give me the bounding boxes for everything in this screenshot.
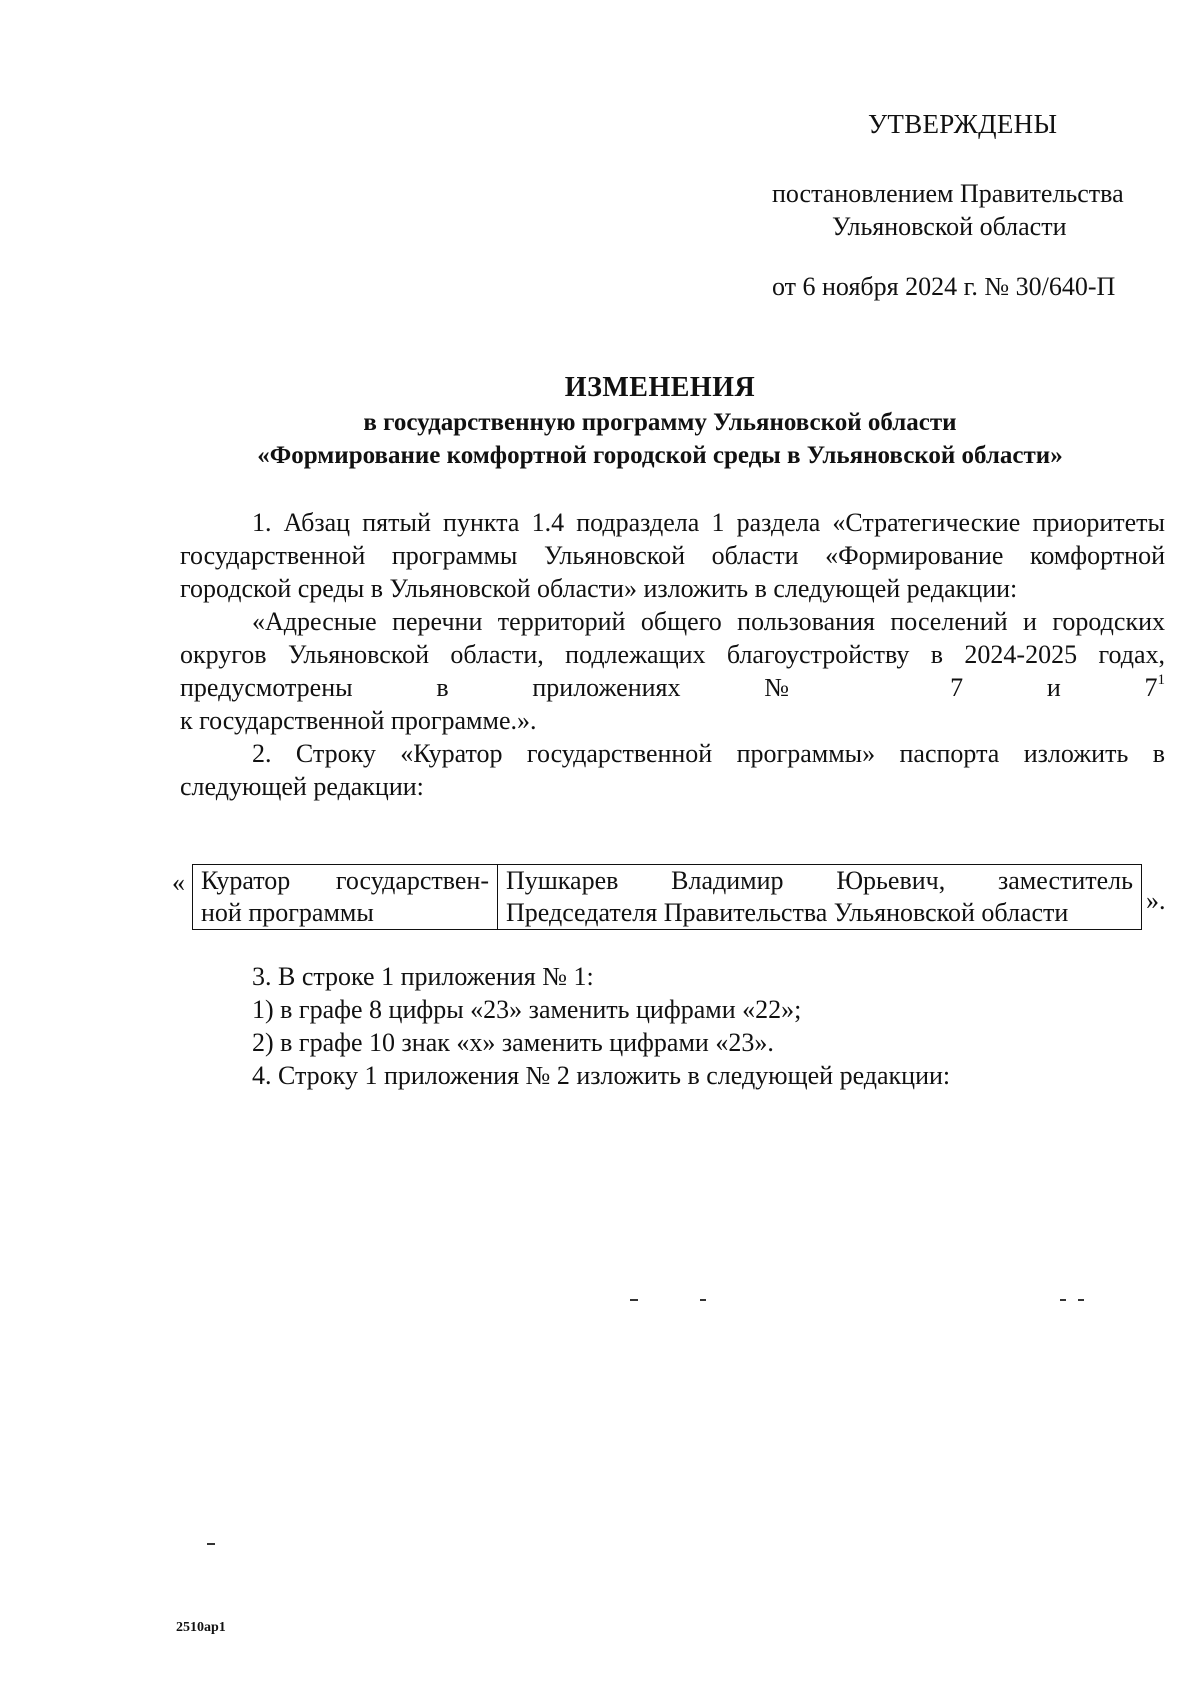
footer-code: 2510ap1 bbox=[176, 1620, 226, 1635]
item-4: 4. Строку 1 приложения № 2 изложить в следующей редакции: bbox=[252, 1061, 951, 1090]
scan-speck bbox=[207, 1543, 215, 1545]
title-line-3: «Формирование комфортной городской среды в Ульяновской области» bbox=[257, 442, 1063, 469]
item-1-quote-text: «Адресные перечни территорий общего пользования поселений и городских округов Ульяновской области, подлежащих благоустройству в 2024-2025 годах, предусмотрены в приложениях № 7 и 7 bbox=[180, 607, 1165, 702]
document-body bbox=[180, 506, 1165, 803]
curator-table bbox=[192, 864, 1142, 930]
scan-speck bbox=[630, 1299, 638, 1301]
table-open-quote: « bbox=[172, 868, 185, 897]
curator-label-cell: Куратор государствен-ной программы bbox=[193, 865, 498, 930]
item-3: 3. В строке 1 приложения № 1: bbox=[252, 962, 594, 991]
changes-list bbox=[252, 960, 1152, 1092]
decree-line-1: постановлением Правительства bbox=[772, 179, 1124, 208]
curator-value-cell: Пушкарев Владимир Юрьевич, заместитель Председателя Правительства Ульяновской области bbox=[498, 865, 1142, 930]
item-2: 2. Строку «Куратор государственной программы» паспорта изложить в следующей редакции: bbox=[180, 739, 1165, 801]
item-1-quote-end: к государственной программе.». bbox=[180, 706, 537, 735]
item-1: 1. Абзац пятый пункта 1.4 подраздела 1 раздела «Стратегические приоритеты государственной программы Ульяновской области «Формирование комфортной городской среды в Ульяновской области» изложить в следующей редакции: bbox=[180, 508, 1165, 603]
approved-heading: УТВЕРЖДЕНЫ bbox=[868, 109, 1058, 139]
title-line-2: в государственную программу Ульяновской области bbox=[363, 409, 957, 436]
table-row bbox=[193, 865, 1142, 930]
title-main: ИЗМЕНЕНИЯ bbox=[564, 372, 756, 403]
item-3-1: 1) в графе 8 цифры «23» заменить цифрами «22»; bbox=[252, 995, 802, 1024]
decree-line-2: Ульяновской области bbox=[832, 212, 1067, 241]
scan-speck bbox=[700, 1299, 706, 1301]
decree-date: от 6 ноября 2024 г. № 30/640-П bbox=[772, 272, 1116, 301]
document-title bbox=[180, 370, 1140, 472]
item-3-2: 2) в графе 10 знак «х» заменить цифрами «23». bbox=[252, 1028, 774, 1057]
scan-speck bbox=[1078, 1299, 1084, 1301]
scan-speck bbox=[1060, 1299, 1066, 1301]
table-close-quote: ». bbox=[1146, 886, 1166, 915]
item-1-quote-superscript: 1 bbox=[1157, 672, 1165, 689]
item-1-quote bbox=[180, 605, 1165, 704]
curator-table-block bbox=[172, 864, 1172, 932]
